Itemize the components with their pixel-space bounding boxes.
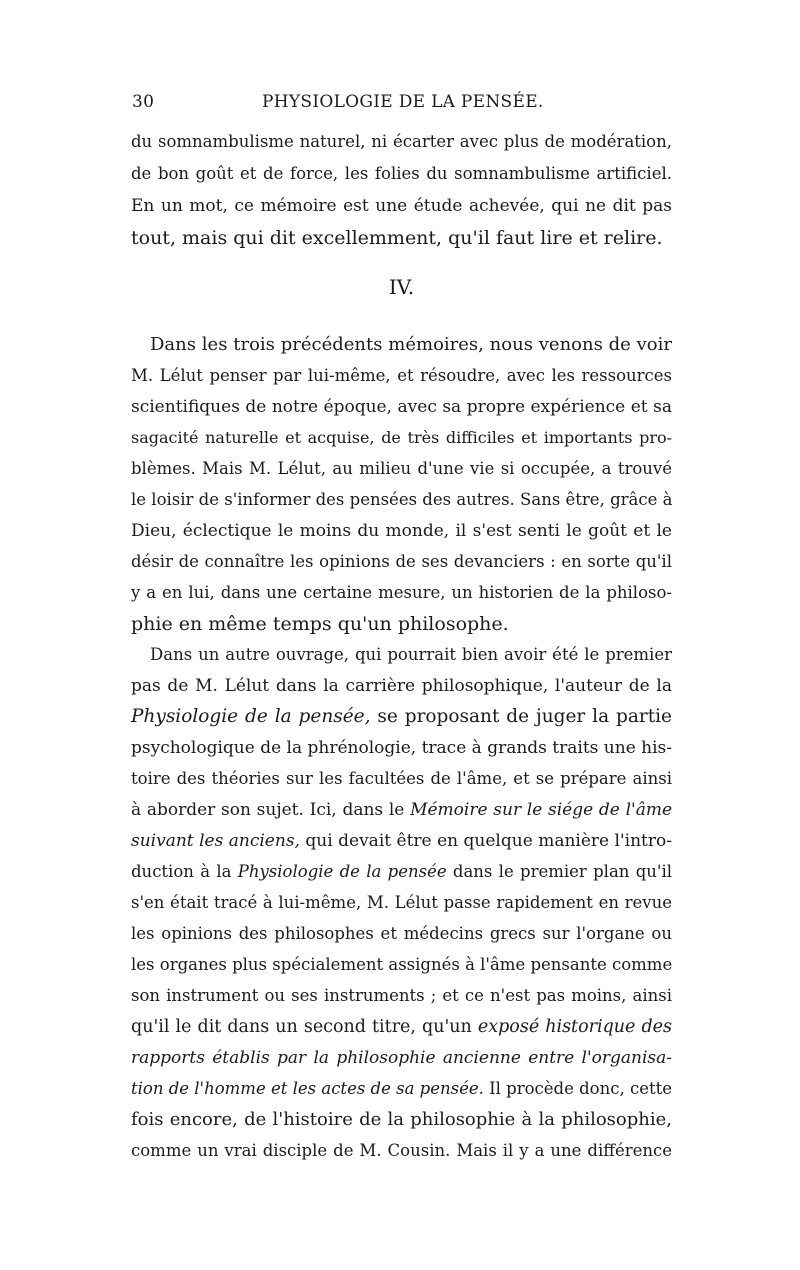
text-line: fois encore, de l'histoire de la philosophie à la philosophie, xyxy=(131,1109,672,1130)
text-line: y a en lui, dans une certaine mesure, un historien de la philoso- xyxy=(131,583,672,602)
text-line: le loisir de s'informer des pensées des autres. Sans être, grâce à xyxy=(131,490,673,509)
text-line: suivant les anciens, qui devait être en quelque manière l'intro- xyxy=(131,831,672,851)
italic-title: tion de l'homme et les actes de sa pensée. xyxy=(131,1079,484,1098)
italic-title: Physiologie de la pensée xyxy=(237,862,447,881)
text-line: sagacité naturelle et acquise, de très difficiles et importants pro- xyxy=(131,428,672,447)
text-line: du somnambulisme naturel, ni écarter avec plus de modération, xyxy=(131,132,672,151)
italic-title: rapports établis par la philosophie ancienne entre l'organisa- xyxy=(131,1048,672,1068)
text-line: son instrument ou ses instruments ; et ce n'est pas moins, ainsi xyxy=(131,986,672,1005)
text-line: désir de connaître les opinions de ses devanciers : en sorte qu'il xyxy=(131,552,672,571)
text-line: psychologique de la phrénologie, trace à grands traits une his- xyxy=(131,738,673,758)
text-line: toire des théories sur les facultées de l'âme, et se prépare ainsi xyxy=(131,769,672,788)
text-line: qu'il le dit dans un second titre, qu'un exposé historique des xyxy=(131,1017,672,1037)
text-line: les opinions des philosophes et médecins grecs sur l'organe ou xyxy=(131,924,672,943)
text-line: pas de M. Lélut dans la carrière philosophique, l'auteur de la xyxy=(131,676,672,696)
text-line: phie en même temps qu'un philosophe. xyxy=(131,613,509,635)
text-line xyxy=(131,1042,672,1074)
italic-title: exposé historique des xyxy=(477,1017,672,1037)
running-head: PHYSIOLOGIE DE LA PENSÉE. xyxy=(262,92,544,112)
text-line: comme un vrai disciple de M. Cousin. Mais il y a une différence xyxy=(131,1141,672,1160)
text-line: tion de l'homme et les actes de sa pensée. Il procède donc, cette xyxy=(131,1079,672,1098)
text-line: blèmes. Mais M. Lélut, au milieu d'une vie si occupée, a trouvé xyxy=(131,459,672,478)
italic-title: suivant les anciens, xyxy=(131,831,300,851)
section-heading: IV. xyxy=(388,275,415,299)
italic-title: Physiologie de la pensée, xyxy=(131,706,371,727)
text-line: de bon goût et de force, les folies du somnambulisme artificiel. xyxy=(131,164,672,183)
italic-title: Mémoire sur le siége de l'âme xyxy=(410,800,673,820)
text-line: duction à la Physiologie de la pensée dans le premier plan qu'il xyxy=(131,862,672,881)
page-number: 30 xyxy=(132,92,155,112)
text-line: En un mot, ce mémoire est une étude achevée, qui ne dit pas xyxy=(131,196,672,216)
paragraph-first-line: Dans les trois précédents mémoires, nous venons de voir xyxy=(150,334,672,355)
text-line: scientifiques de notre époque, avec sa propre expérience et sa xyxy=(131,397,672,417)
text-line: à aborder son sujet. Ici, dans le Mémoire sur le siége de l'âme xyxy=(131,800,673,820)
page-header xyxy=(132,92,672,116)
text-line: M. Lélut penser par lui-même, et résoudre, avec les ressources xyxy=(131,366,672,385)
text-line: Physiologie de la pensée, se proposant de juger la partie xyxy=(131,706,672,727)
text-line: tout, mais qui dit excellemment, qu'il faut lire et relire. xyxy=(131,227,663,249)
text-line: les organes plus spécialement assignés à l'âme pensante comme xyxy=(131,955,673,974)
text-line: Dieu, éclectique le moins du monde, il s'est senti le goût et le xyxy=(131,521,672,541)
paragraph-first-line: Dans un autre ouvrage, qui pourrait bien avoir été le premier xyxy=(150,645,672,664)
text-line: s'en était tracé à lui-même, M. Lélut passe rapidement en revue xyxy=(131,893,672,912)
